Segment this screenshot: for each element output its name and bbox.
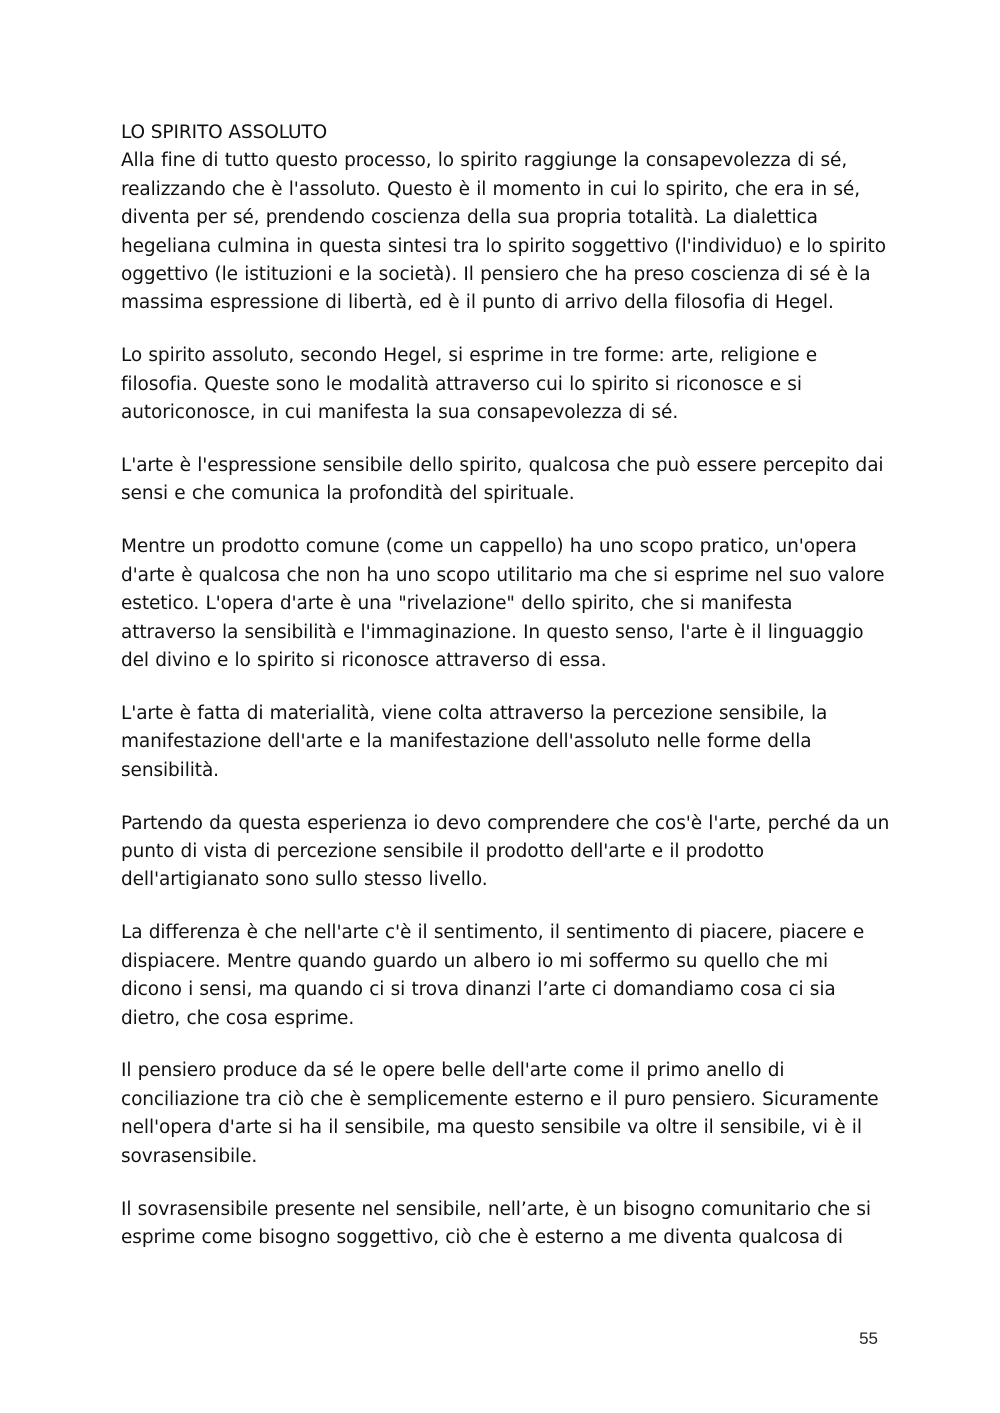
paragraph: Lo spirito assoluto, secondo Hegel, si esprime in tre forme: arte, religione e filosofia. Queste sono le modalità attraverso cui lo spirito si riconosce e si autoriconosce, in cui manifesta la sua consapevolezza di sé. (121, 345, 818, 424)
paragraph: L'arte è l'espressione sensibile dello spirito, qualcosa che può essere percepito dai sensi e che comunica la profondità del spirituale. (121, 455, 884, 505)
paragraph: La differenza è che nell'arte c'è il sentimento, il sentimento di piacere, piacere e dispiacere. Mentre quando guardo un albero io mi soffermo su quello che mi dicono i sensi, ma quando ci si trova dinanzi l’arte ci domandiamo cosa ci sia dietro, che cosa esprime. (121, 922, 865, 1029)
section-heading: LO SPIRITO ASSOLUTO (121, 122, 328, 143)
page-number: 55 (859, 1329, 878, 1348)
page-content (121, 119, 891, 1277)
paragraph: L'arte è fatta di materialità, viene colta attraverso la percezione sensibile, la manifestazione dell'arte e la manifestazione dell'assoluto nelle forme della sensibilità. (121, 702, 828, 781)
paragraph: Mentre un prodotto comune (come un cappello) ha uno scopo pratico, un'opera d'arte è qualcosa che non ha uno scopo utilitario ma che si esprime nel suo valore estetico. L'opera d'arte è una "rivelazione" dello spirito, che si manifesta attraverso la sensibilità e l'immaginazione. In questo senso, l'arte è il linguaggio del divino e lo spirito si riconosce attraverso di essa. (121, 536, 885, 671)
paragraph: Partendo da questa esperienza io devo comprendere che cos'è l'arte, perché da un punto di vista di percezione sensibile il prodotto dell'arte e il prodotto dell'artigianato sono sullo stesso livello. (121, 812, 890, 891)
paragraph: Il sovrasensibile presente nel sensibile, nell’arte, è un bisogno comunitario che si esprime come bisogno soggettivo, ciò che è esterno a me diventa qualcosa di (121, 1198, 871, 1248)
paragraph: Il pensiero produce da sé le opere belle dell'arte come il primo anello di conciliazione tra ciò che è semplicemente esterno e il puro pensiero. Sicuramente nell'opera d'arte si ha il sensibile, ma questo sensibile va oltre il sensibile, vi è il sovrasensibile. (121, 1060, 879, 1167)
paragraph: Alla fine di tutto questo processo, lo spirito raggiunge la consapevolezza di sé, realizzando che è l'assoluto. Questo è il momento in cui lo spirito, che era in sé, diventa per sé, prendendo coscienza della sua propria totalità. La dialettica hegeliana culmina in questa sintesi tra lo spirito soggettivo (l'individuo) e lo spirito oggettivo (le istituzioni e la società). Il pensiero che ha preso coscienza di sé è la massima espressione di libertà, ed è il punto di arrivo della filosofia di Hegel. (121, 150, 886, 314)
